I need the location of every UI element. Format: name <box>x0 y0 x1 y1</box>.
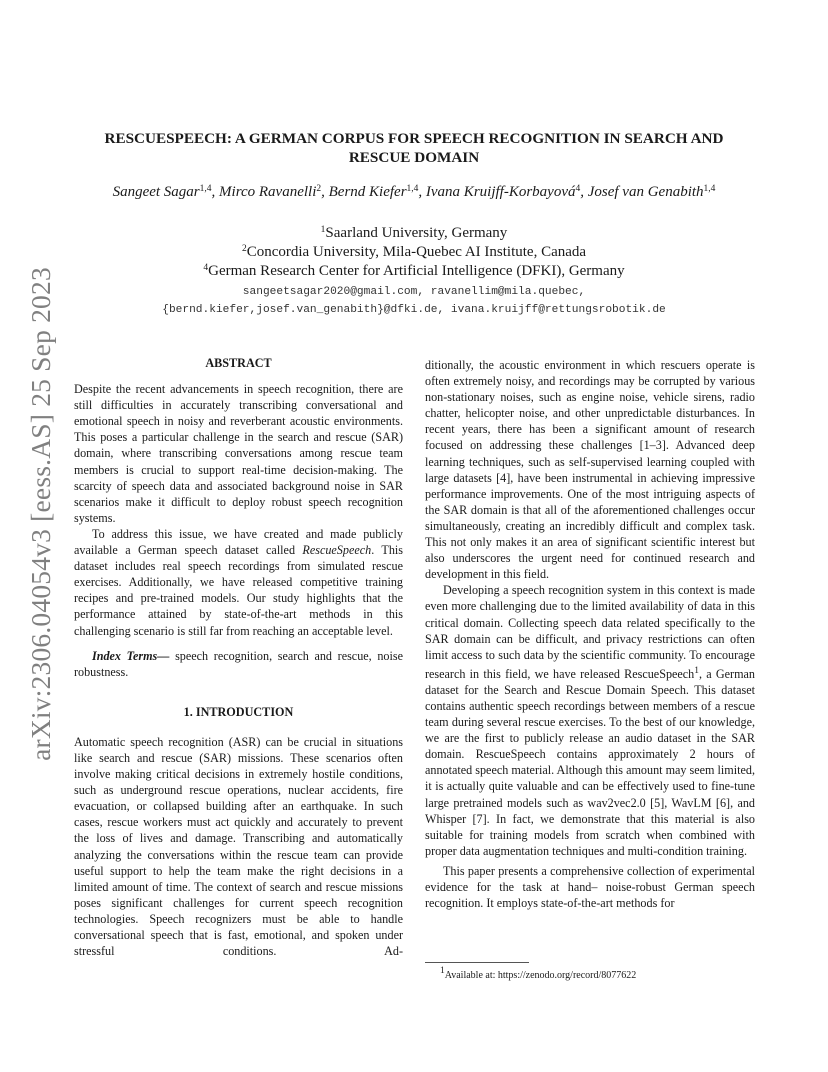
email-line-2: {bernd.kiefer,josef.van_genabith}@dfki.de, ivana.kruijff@rettungsrobotik.de <box>162 304 666 316</box>
affiliation: $^2$Concordia University, Mila-Quebec AI Institute, Canada <box>241 244 587 260</box>
right-column <box>425 357 755 911</box>
abstract-paragraph: To address this issue, we have created and made publicly available a German speech dataset called RescueSpeech. This dataset includes real speech recordings from simulated rescue exercises. Additionally, we have released competitive training recipes and pre-trained models. Our study highlights that the performance attained by state-of-the-art methods in this challenging scenario is still far from reaching an acceptable level. <box>74 526 403 638</box>
footnote: $^1$Available at: https://zenodo.org/record/8077622 <box>440 966 637 981</box>
abstract-heading: ABSTRACT <box>205 356 272 370</box>
intro-paragraph-continued: ditionally, the acoustic environment in which rescuers operate is often extremely noisy, and recordings may be corrupted by various non-stationary noises, such as engine noise, vehicle sirens, radio chatter, helicopter noise, and other unpredictable disturbances. In recent years, there has been a significant amount of research focused on addressing these challenges [1–3]. Advanced deep learning techniques, such as self-supervised learning coupled with large datasets [4], have been instrumental in achieving impressive performance improvements. One of the most intriguing aspects of the SAR domain is that all of the aforementioned challenges occur simultaneously, creating an incredibly difficult and complex task. This not only makes it an area of significant scientific interest but also underscores the urgent need for continued research and development in this field. <box>425 358 755 582</box>
author: Sangeet Sagar$^{1,4}$, <box>112 184 220 200</box>
index-terms: Index Terms— speech recognition, search and rescue, noise robustness. <box>74 648 403 679</box>
footnote-rule <box>425 962 529 963</box>
title-line-2: RESCUE DOMAIN <box>348 149 480 166</box>
affiliation: $^1$Saarland University, Germany <box>320 225 508 241</box>
left-column <box>74 355 403 959</box>
title-line-1: RESCUESPEECH: A GERMAN CORPUS FOR SPEECH RECOGNITION IN SEARCH AND <box>104 130 724 147</box>
intro-paragraph: Developing a speech recognition system in this context is made even more challenging due to the limited availability of data in this critical domain. Collecting speech data related specifically to the SAR domain can be difficult, and privacy restrictions can often limit access to such data by the scientific community. To encourage research in this field, we have released RescueSpeech$^1$, a German dataset for the Search and Rescue Domain Speech. This dataset contains authentic speech recordings between members of a rescue team during several rescue exercises. To the best of our knowledge, we are the first to publicly release an audio dataset in the SAR domain. RescueSpeech contains approximately 2 hours of annotated speech material. Although this amount may seem limited, it is actually quite valuable and can be effectively used to fine-tune large pretrained models such as wav2vec2.0 [5], WavLM [6], and Whisper [7]. In fact, we demonstrate that this material is also suitable for training models from scratch when combined with proper data augmentation techniques and multi-condition training. <box>425 583 755 858</box>
author-list <box>74 184 754 201</box>
intro-paragraph-part: Automatic speech recognition (ASR) can be crucial in situations like search and rescue (SAR) missions. These scenarios often involve making critical decisions in extremely hostile conditions, such as underground rescue operations, nuclear accidents, fire evacuation, or collapsed building after an earthquake. In such cases, rescue workers must act quickly and accurately to prevent the loss of lives and damage. Transcribing and automatically analyzing the conversations within the rescue team can provide useful support to help the team make the right decisions in a limited amount of time. The context of search and rescue missions poses significant challenges for current speech recognition technologies. Speech recognizers must be able to handle conversational speech that is fast, emotional, and spoken under stressful conditions. Ad- <box>74 734 403 959</box>
intro-paragraph: This paper presents a comprehensive collection of experimental evidence for the task at hand– noise-robust German speech recognition. It employs state-of-the-art methods for <box>425 863 755 911</box>
section-heading: 1. INTRODUCTION <box>183 704 294 719</box>
author: Bernd Kiefer$^{1,4}$, <box>328 184 426 200</box>
author: Ivana Kruijff-Korbayová$^4$, <box>425 184 588 200</box>
arxiv-sidebar <box>21 267 61 761</box>
paper-title <box>74 129 754 167</box>
email-line-1: sangeetsagar2020@gmail.com, ravanellim@mila.quebec, <box>242 286 586 298</box>
author: Josef van Genabith$^{1,4}$ <box>587 184 716 200</box>
author: Mirco Ravanelli$^2$, <box>219 184 329 200</box>
affiliation: $^4$German Research Center for Artificial Intelligence (DFKI), Germany <box>203 263 625 279</box>
arxiv-identifier: arXiv:2306.04054v3 [eess.AS] 25 Sep 2023 <box>25 267 56 761</box>
abstract-paragraph: Despite the recent advancements in speech recognition, there are still difficulties in accurately transcribing conversational and emotional speech in noisy and reverberant acoustic environments. This poses a particular challenge in the search and rescue (SAR) domain, where transcribing conversations among rescue team members is crucial to support real-time decision-making. The scarcity of speech data and associated background noise in SAR scenarios make it difficult to deploy robust speech recognition systems. <box>74 382 403 525</box>
